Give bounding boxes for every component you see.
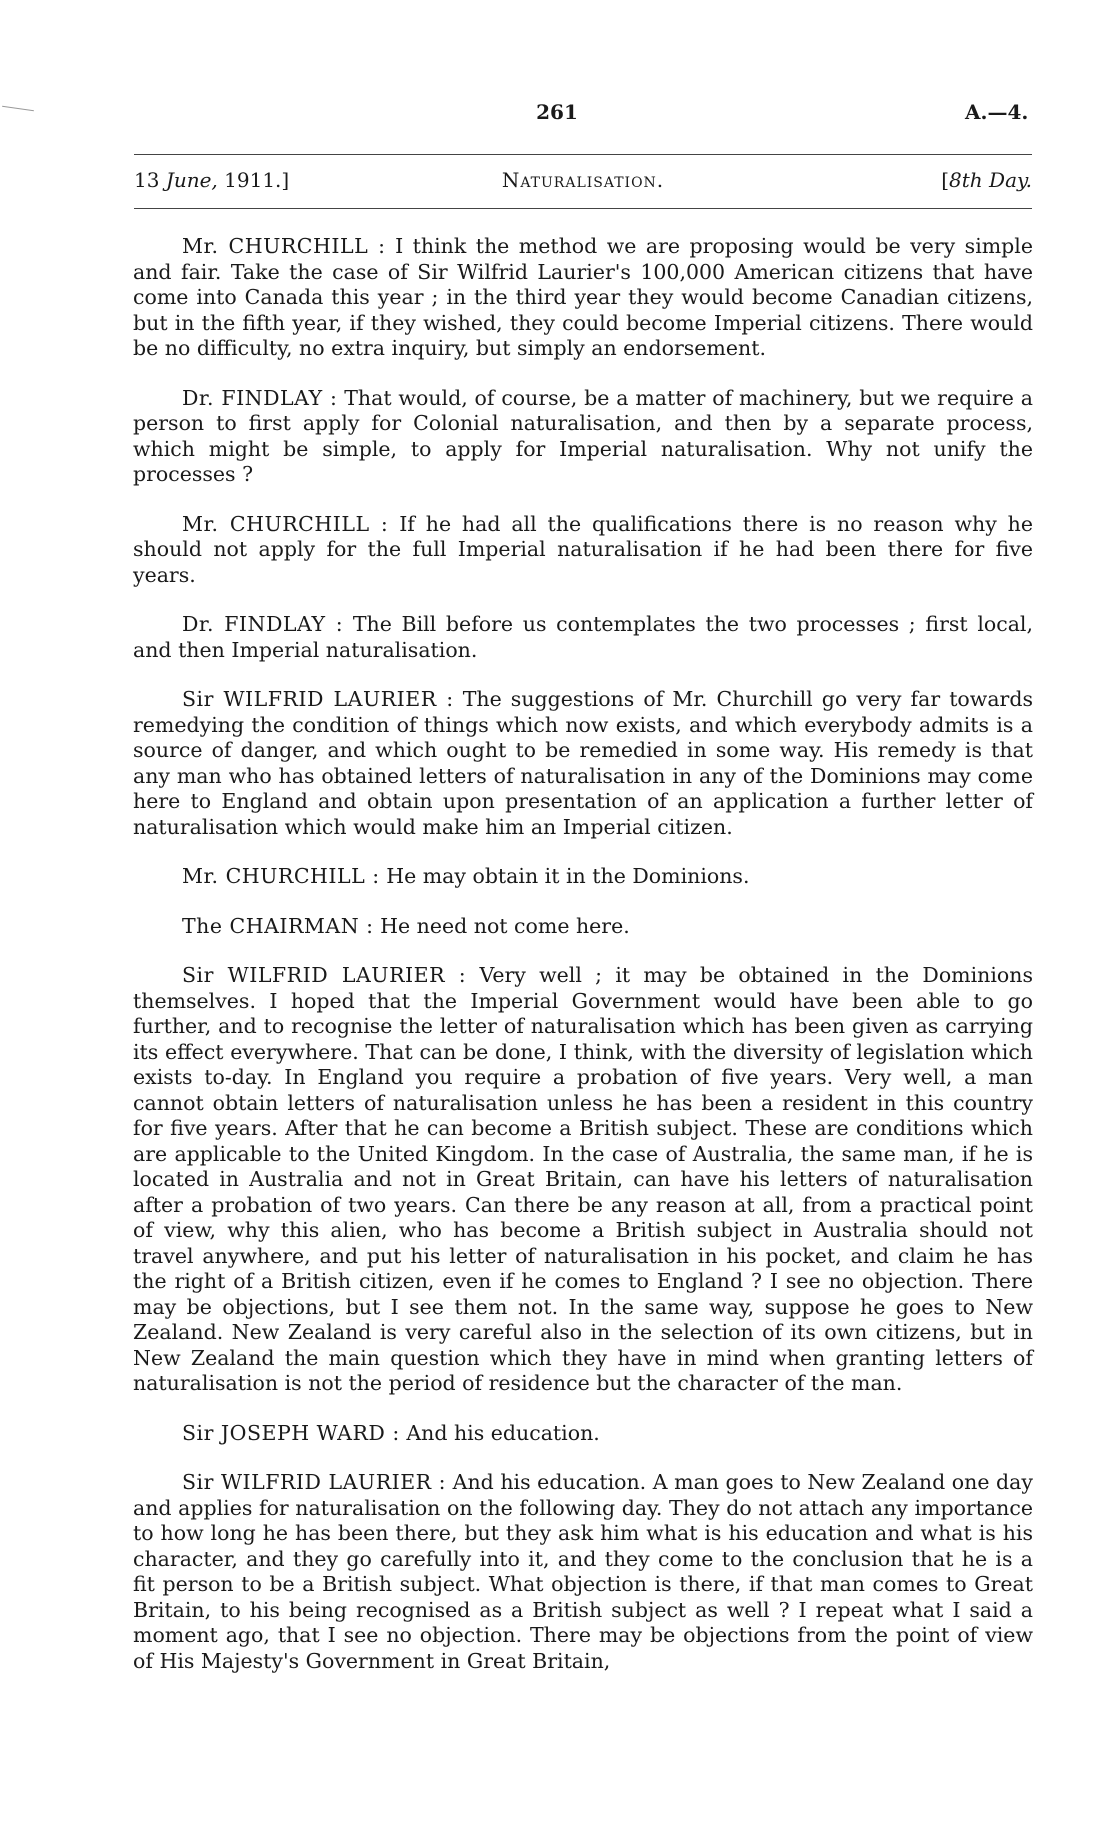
speech-paragraph <box>133 1421 1033 1447</box>
speech-text: And his education. <box>406 1420 600 1445</box>
speech-text: That would, of course, be a matter of machinery, but we require a person to first apply for Colonial naturalisation, and then by a separate process, which might be simple, to apply for Imperial naturalisation. Why not unify the processes ? <box>133 385 1033 486</box>
header-rule-top <box>134 154 1032 155</box>
speaker-name: Dr. FINDLAY : <box>182 612 344 636</box>
transcript-body <box>133 234 1033 1698</box>
speech-paragraph <box>133 512 1033 589</box>
speech-text: He may obtain it in the Dominions. <box>386 864 750 888</box>
speaker-name: Mr. CHURCHILL : <box>182 864 380 888</box>
speech-text: The Bill before us contemplates the two processes ; first local, and then Imperial naturalisation. <box>133 612 1033 662</box>
speech-text: If he had all the qualifications there is no reason why he should not apply for the full Imperial naturalisation if he had been there for five years. <box>133 511 1033 587</box>
page-number: 261 <box>536 100 578 124</box>
speech-paragraph <box>133 963 1033 1397</box>
header-rule-bottom <box>134 208 1032 209</box>
speech-text: The suggestions of Mr. Churchill go very far towards remedying the condition of things which now exists, and which everybody admits is a source of danger, and which ought to be remedied in some way. His remedy is that any man who has obtained letters of naturalisation in any of the Dominions may come here to England and obtain upon presentation of an application a further letter of naturalisation which would make him an Imperial citizen. <box>133 687 1033 839</box>
speaker-name: Dr. FINDLAY : <box>182 385 338 410</box>
speaker-name: Sir WILFRID LAURIER : <box>182 687 454 711</box>
speech-paragraph <box>133 914 1033 940</box>
running-head-title: Naturalisation. <box>501 168 665 192</box>
speaker-name: Sir WILFRID LAURIER : <box>182 963 467 987</box>
speech-paragraph <box>133 864 1033 890</box>
day-bracket: [ <box>941 168 950 192</box>
speech-paragraph <box>133 612 1033 663</box>
date-day: 13 <box>134 168 160 192</box>
running-head-day <box>941 168 1032 192</box>
speech-text: And his education. A man goes to New Zealand one day and applies for naturalisation on the following day. They do not attach any importance to how long he has been there, but they ask him what is his education and what is his character, and they go carefully into it, and they come to the conclusion that he is a fit person to be a British subject. What objection is there, if that man comes to Great Britain, to his being recognised as a British subject as well ? I repeat what I said a moment ago, that I see no objection. There may be objections from the point of view of His Majesty's Government in Great Britain, <box>133 1470 1033 1673</box>
speech-paragraph <box>133 687 1033 840</box>
speaker-name: Mr. CHURCHILL : <box>182 234 386 258</box>
speaker-name: Sir WILFRID LAURIER : <box>182 1470 447 1494</box>
day-label: 8th Day. <box>949 168 1032 192</box>
series-code: A.—4. <box>965 100 1029 124</box>
speaker-name: The CHAIRMAN : <box>182 913 374 938</box>
speech-text: Very well ; it may be obtained in the Dominions themselves. I hoped that the Imperial Government would have been able to go further, and to recognise the letter of naturalisation which has been given as carrying its effect everywhere. That can be done, I think, with the diversity of legislation which exists to-day. In England you require a probation of five years. Very well, a man cannot obtain letters of naturalisation unless he has been a resident in this country for five years. After that he can become a British subject. These are conditions which are applicable to the United Kingdom. In the case of Australia, the same man, if he is located in Australia and not in Great Britain, can have his letters of naturalisation after a probation of two years. Can there be any reason at all, from a practical point of view, why this alien, who has become a British subject in Australia should not travel anywhere, and put his letter of naturalisation in his pocket, and claim he has the right of a British citizen, even if he comes to England ? I see no objection. There may be objections, but I see them not. In the same way, suppose he goes to New Zealand. New Zealand is very careful also in the selection of its own citizens, but in New Zealand the main question which they have in mind when granting letters of naturalisation is not the period of residence but the character of the man. <box>133 963 1033 1395</box>
speaker-name: Mr. CHURCHILL : <box>182 511 389 536</box>
speech-text: I think the method we are proposing would be very simple and fair. Take the case of Sir Wilfrid Laurier's 100,000 American citizens that have come into Canada this year ; in the third year they would become Canadian citizens, but in the fifth year, if they wished, they could become Imperial citizens. There would be no difficulty, no extra inquiry, but simply an endorsement. <box>133 234 1033 360</box>
speech-paragraph <box>133 1470 1033 1674</box>
date-month: June, <box>165 168 218 192</box>
speech-paragraph <box>133 234 1033 362</box>
speaker-name: Sir JOSEPH WARD : <box>182 1420 400 1445</box>
date-year: 1911.] <box>224 168 290 192</box>
speech-paragraph <box>133 386 1033 488</box>
running-head <box>134 168 1032 198</box>
speech-text: He need not come here. <box>380 913 630 938</box>
